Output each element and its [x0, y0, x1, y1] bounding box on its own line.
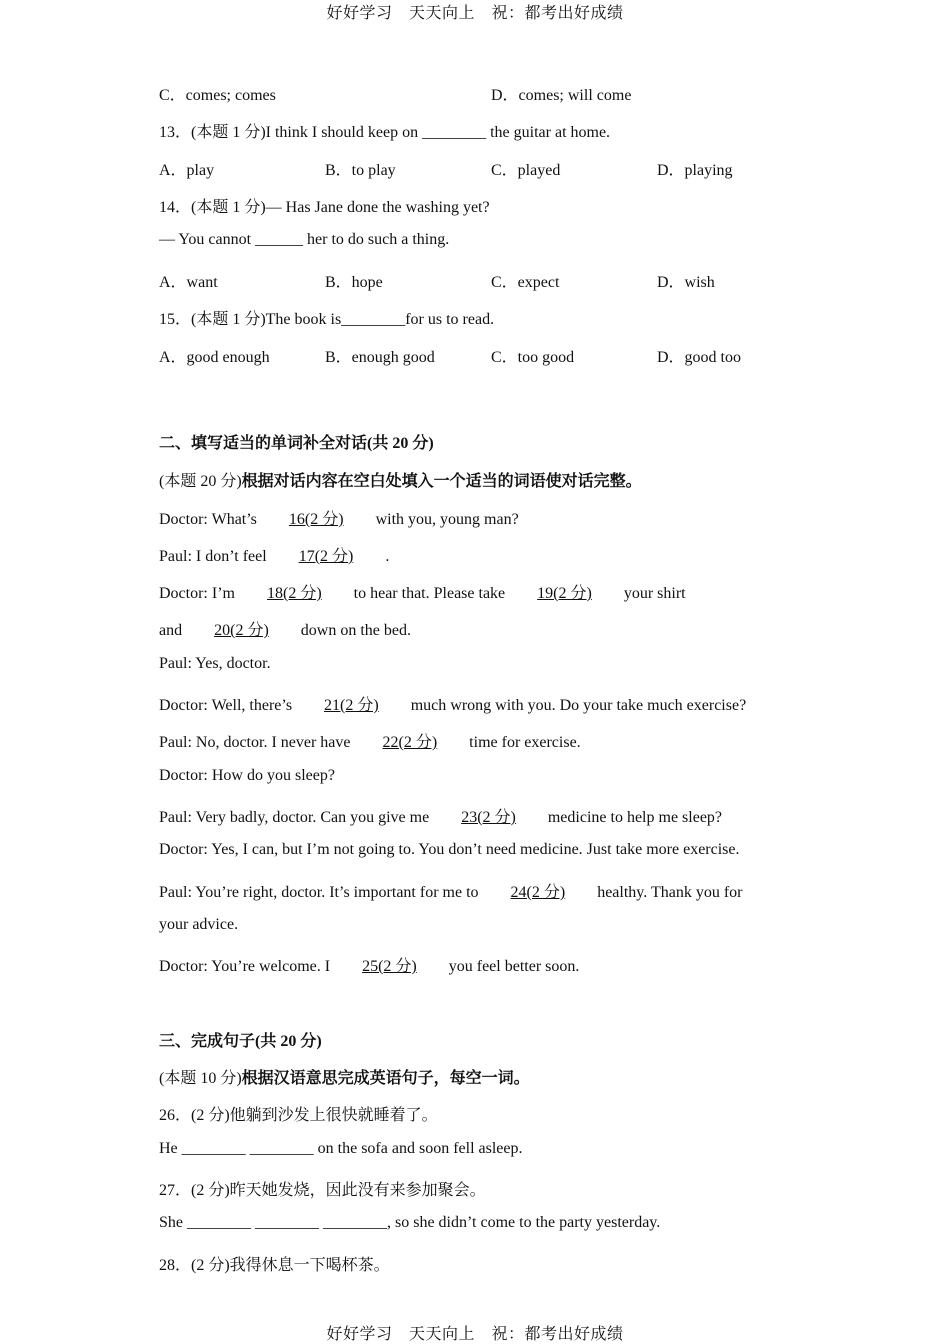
blank-16: 16(2 分) — [288, 511, 344, 528]
blank-23: 23(2 分) — [461, 809, 516, 826]
blank-19: 19(2 分) — [537, 585, 592, 602]
q15-blank: ________ — [341, 311, 406, 328]
blank-18: 18(2 分) — [266, 585, 322, 602]
blank-20: 20(2 分) — [214, 622, 269, 639]
q15-option-b: B．enough good — [325, 349, 435, 366]
dialogue-line-8: Doctor: How do you sleep? — [159, 767, 335, 784]
q14-option-a: A．want — [159, 274, 218, 291]
q14-line2 — [159, 231, 449, 249]
q27-answer-line: She ________ ________ ________, so she didn’t come to the party yesterday. — [159, 1214, 661, 1231]
q13-option-c: C．played — [491, 162, 561, 179]
q14-stem: 14．(本题 1 分)— Has Jane done the washing yet? — [159, 199, 490, 216]
section3-title: 三、完成句子(共 20 分) — [159, 1033, 322, 1050]
dialogue-line-5: Paul: Yes, doctor. — [159, 655, 271, 672]
dialogue-text: much wrong with you. Do your take much exercise? — [410, 697, 747, 714]
dialogue-text: to hear that. Please take — [353, 585, 506, 602]
section3-instruction-text: 根据汉语意思完成英语句子，每空一词。 — [241, 1070, 530, 1087]
header-banner: 好好学习 天天向上 祝：都考出好成绩 — [326, 5, 624, 22]
dialogue-text: Paul: Very badly, doctor. Can you give me — [159, 809, 430, 826]
blank-25: 25(2 分) — [362, 958, 417, 975]
q14-option-d: D．wish — [657, 274, 715, 291]
dialogue-line-12: your advice. — [159, 916, 239, 933]
q15-stem-text: 15．(本题 1 分)The book is — [159, 311, 342, 328]
q28-stem: 28．(2 分)我得休息一下喝杯茶。 — [159, 1257, 390, 1274]
q26-stem: 26．(2 分)他躺到沙发上很快就睡着了。 — [159, 1107, 438, 1124]
q13-option-d: D．playing — [657, 162, 733, 179]
dialogue-text: medicine to help me sleep? — [547, 809, 723, 826]
dialogue-text: healthy. Thank you for — [597, 884, 743, 901]
section2-instruction — [159, 468, 642, 491]
section3-instruction-score: (本题 10 分) — [159, 1070, 242, 1087]
blank-17: 17(2 分) — [298, 548, 354, 565]
dialogue-line-1 — [159, 506, 519, 529]
q13-stem — [159, 119, 610, 142]
dialogue-text: you feel better soon. — [448, 958, 580, 975]
dialogue-text: Doctor: You’re welcome. I — [159, 958, 331, 975]
dialogue-text: Paul: I don’t feel — [159, 548, 267, 565]
dialogue-line-4 — [159, 617, 411, 640]
section2-instruction-text: 根据对话内容在空白处填入一个适当的词语使对话完整。 — [241, 473, 642, 490]
q14-option-c: C．expect — [491, 274, 560, 291]
q13-option-b: B．to play — [325, 162, 396, 179]
blank-22: 22(2 分) — [382, 734, 438, 751]
dialogue-line-13 — [159, 953, 579, 976]
q13-blank: ________ — [422, 124, 487, 141]
dialogue-text: Doctor: I’m — [159, 585, 235, 602]
q14-line2-tail: her to do such a thing. — [303, 231, 450, 248]
q14-blank: ______ — [255, 231, 304, 248]
q12-option-c: C．comes; comes — [159, 87, 276, 104]
dialogue-text: Paul: No, doctor. I never have — [159, 734, 351, 751]
dialogue-text: Paul: You’re right, doctor. It’s important for me to — [159, 884, 479, 901]
dialogue-line-9 — [159, 804, 722, 827]
q13-stem-text: 13．(本题 1 分)I think I should keep on — [159, 124, 423, 141]
dialogue-text: Doctor: What’s — [159, 511, 257, 528]
section3-instruction — [159, 1065, 530, 1088]
dialogue-text: and — [159, 622, 183, 639]
dialogue-line-2 — [159, 543, 389, 566]
q27-stem: 27．(2 分)昨天她发烧，因此没有来参加聚会。 — [159, 1182, 486, 1199]
dialogue-text: with you, young man? — [375, 511, 519, 528]
dialogue-line-7 — [159, 729, 581, 752]
section2-instruction-score: (本题 20 分) — [159, 473, 242, 490]
dialogue-text: your shirt — [623, 585, 686, 602]
blank-21: 21(2 分) — [324, 697, 379, 714]
q15-option-d: D．good too — [657, 349, 742, 366]
q13-stem-tail: the guitar at home. — [486, 124, 611, 141]
dialogue-text: time for exercise. — [469, 734, 581, 751]
q15-option-c: C．too good — [491, 349, 575, 366]
q13-option-a: A．play — [159, 162, 215, 179]
dialogue-line-3 — [159, 580, 686, 603]
q14-line2-text: — You cannot — [159, 231, 256, 248]
dialogue-text: . — [385, 548, 390, 565]
blank-24: 24(2 分) — [510, 884, 566, 901]
q26-answer-line: He ________ ________ on the sofa and soon fell asleep. — [159, 1140, 523, 1157]
q14-option-b: B．hope — [325, 274, 383, 291]
section2-title: 二、填写适当的单词补全对话(共 20 分) — [159, 435, 434, 452]
dialogue-text: down on the bed. — [300, 622, 411, 639]
q15-stem-tail: for us to read. — [405, 311, 495, 328]
q15-option-a: A．good enough — [159, 349, 270, 366]
q12-option-d: D．comes; will come — [491, 87, 632, 104]
dialogue-line-10: Doctor: Yes, I can, but I’m not going to. You don’t need medicine. Just take more exercise. — [159, 841, 740, 858]
dialogue-line-6 — [159, 692, 746, 715]
dialogue-text: Doctor: Well, there’s — [159, 697, 293, 714]
q15-stem — [159, 306, 494, 329]
footer-banner: 好好学习 天天向上 祝：都考出好成绩 — [326, 1326, 624, 1343]
dialogue-line-11 — [159, 879, 743, 902]
